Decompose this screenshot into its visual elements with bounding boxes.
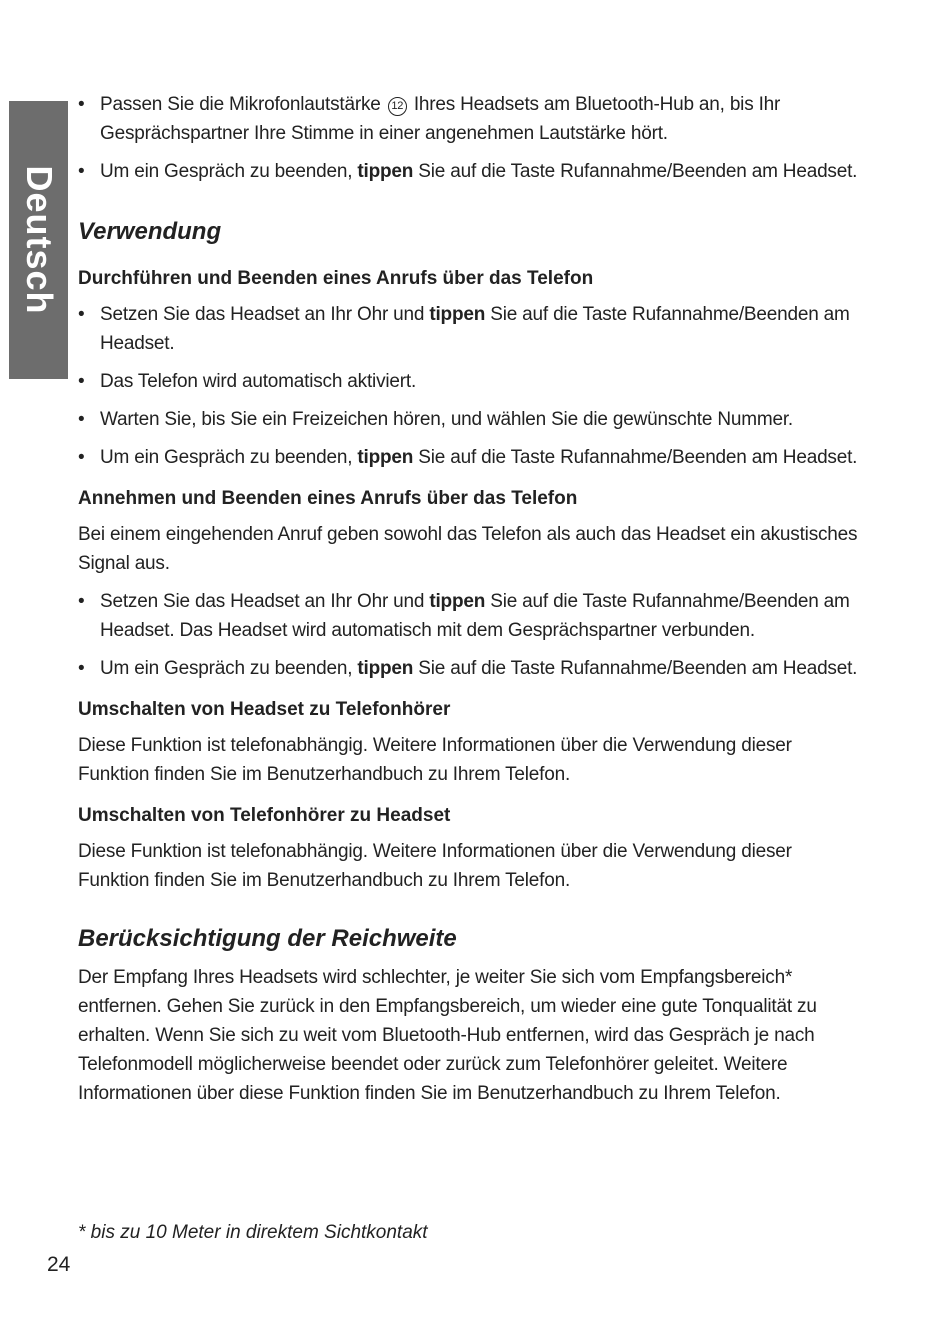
subsection-title-answer-call: Annehmen und Beenden eines Anrufs über das Telefon [78,488,578,509]
section-title-reichweite: Berücksichtigung der Reichweite [78,925,457,952]
language-tab-label: Deutsch [18,165,60,315]
bullet-mic-volume: • Passen Sie die Mikrofonlautstärke 12 Ihres Headsets am Bluetooth-Hub an, bis Ihr Gesprächspartner Ihre Stimme in einer angenehmen Lautstärke hört. [78,90,858,148]
page-number: 24 [47,1253,71,1276]
footnote: * bis zu 10 Meter in direktem Sichtkontakt [78,1222,428,1243]
page-content [78,90,858,1117]
list-item: • Um ein Gespräch zu beenden, tippen Sie auf die Taste Rufannahme/Beenden am Headset. [78,443,858,472]
subsection-title-place-call: Durchführen und Beenden eines Anrufs über das Telefon [78,268,594,289]
subsection-title-handset-to-headset: Umschalten von Telefonhörer zu Headset [78,805,451,826]
list-item: • Setzen Sie das Headset an Ihr Ohr und tippen Sie auf die Taste Rufannahme/Beenden am Headset. Das Headset wird automatisch mit dem Gesprächspartner verbunden. [78,587,858,645]
section-title-verwendung: Verwendung [78,218,222,245]
paragraph: Diese Funktion ist telefonabhängig. Weitere Informationen über die Verwendung dieser Funktion finden Sie im Benutzerhandbuch zu Ihrem Telefon. [78,841,792,891]
paragraph: Der Empfang Ihres Headsets wird schlechter, je weiter Sie sich vom Empfangsbereich* entfernen. Gehen Sie zurück in den Empfangsbereich, um wieder eine gute Tonqualität zu erhalten. Wenn Sie sich zu weit vom Bluetooth-Hub entfernen, wird das Gespräch je nach Telefonmodell möglicherweise beendet oder zurück zum Telefonhörer geleitet. Weitere Informationen über diese Funktion finden Sie im Benutzerhandbuch zu Ihrem Telefon. [78,967,817,1104]
circled-number-icon: 12 [388,97,407,116]
list-item: • Setzen Sie das Headset an Ihr Ohr und tippen Sie auf die Taste Rufannahme/Beenden am Headset. [78,300,858,358]
paragraph: Bei einem eingehenden Anruf geben sowohl das Telefon als auch das Headset ein akustisches Signal aus. [78,524,858,574]
paragraph: Diese Funktion ist telefonabhängig. Weitere Informationen über die Verwendung dieser Funktion finden Sie im Benutzerhandbuch zu Ihrem Telefon. [78,735,792,785]
bullet-end-call: • Um ein Gespräch zu beenden, tippen Sie auf die Taste Rufannahme/Beenden am Headset. [78,157,858,186]
list-item: • Warten Sie, bis Sie ein Freizeichen hören, und wählen Sie die gewünschte Nummer. [78,405,858,434]
list-item: • Das Telefon wird automatisch aktiviert. [78,367,858,396]
language-tab [9,101,68,379]
subsection-title-headset-to-handset: Umschalten von Headset zu Telefonhörer [78,699,451,720]
list-item: • Um ein Gespräch zu beenden, tippen Sie auf die Taste Rufannahme/Beenden am Headset. [78,654,858,683]
